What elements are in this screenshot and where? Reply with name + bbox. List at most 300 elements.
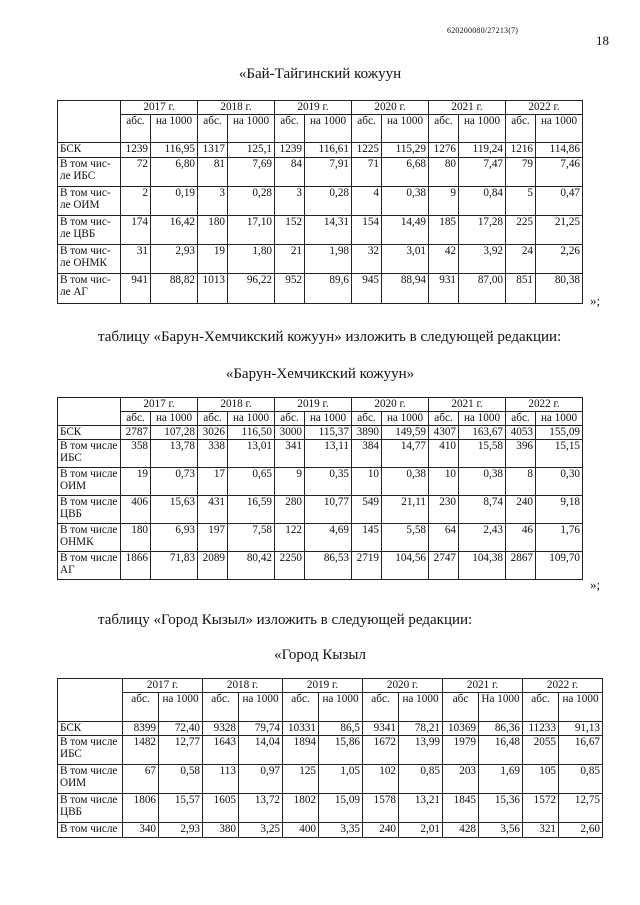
data-cell: 1866 — [121, 552, 151, 580]
data-cell: 16,42 — [151, 216, 198, 245]
data-cell: 384 — [352, 440, 382, 468]
data-cell: 2250 — [275, 552, 305, 580]
data-cell: 19 — [121, 468, 151, 496]
column-subheader: абс. — [352, 115, 382, 143]
data-cell: 13,01 — [228, 440, 275, 468]
data-cell: 410 — [429, 440, 459, 468]
data-cell: 0,38 — [382, 468, 429, 496]
data-cell: 102 — [363, 765, 399, 794]
subheader-row — [58, 412, 583, 426]
data-cell: 64 — [429, 524, 459, 552]
data-cell: 5,58 — [382, 524, 429, 552]
data-cell: 4053 — [506, 426, 536, 440]
data-cell: 2 — [121, 187, 151, 216]
year-header: 2018 г. — [198, 398, 275, 412]
data-cell: 12,75 — [559, 794, 603, 823]
row-label: БСК — [58, 143, 121, 158]
data-cell: 15,86 — [319, 736, 363, 765]
data-cell: 3890 — [352, 426, 382, 440]
data-cell: 116,50 — [228, 426, 275, 440]
data-cell: 86,36 — [479, 722, 523, 736]
data-cell: 5 — [506, 187, 536, 216]
column-subheader: на 1000 — [151, 412, 198, 426]
data-cell: 3,25 — [239, 823, 283, 838]
document-code: 620200080/27213(7) — [447, 26, 519, 35]
table-row — [58, 158, 583, 187]
data-cell: 0,58 — [159, 765, 203, 794]
column-subheader: на 1000 — [536, 115, 583, 143]
data-cell: 1013 — [198, 274, 228, 304]
data-cell: 185 — [429, 216, 459, 245]
corner-cell — [58, 679, 123, 722]
data-cell: 109,70 — [536, 552, 583, 580]
data-cell: 149,59 — [382, 426, 429, 440]
year-header: 2021 г. — [443, 679, 523, 693]
column-subheader: на 1000 — [459, 115, 506, 143]
page-number: 18 — [596, 33, 609, 48]
data-cell: 13,78 — [151, 440, 198, 468]
row-label: БСК — [58, 426, 121, 440]
data-cell: 15,15 — [536, 440, 583, 468]
data-cell: 4 — [352, 187, 382, 216]
data-cell: 8 — [506, 468, 536, 496]
table-row — [58, 552, 583, 580]
data-cell: 16,59 — [228, 496, 275, 524]
row-label: В том числе ЦВБ — [58, 496, 121, 524]
data-cell: 104,38 — [459, 552, 506, 580]
data-cell: 17,10 — [228, 216, 275, 245]
data-cell: 240 — [363, 823, 399, 838]
data-cell: 180 — [121, 524, 151, 552]
table-kyzyl — [57, 678, 603, 838]
data-cell: 21,25 — [536, 216, 583, 245]
row-label: В том числе ОИМ — [58, 765, 123, 794]
data-cell: 125 — [283, 765, 319, 794]
column-subheader: абс. — [275, 412, 305, 426]
data-cell: 17 — [198, 468, 228, 496]
data-cell: 2,26 — [536, 245, 583, 274]
year-header-row — [58, 101, 583, 115]
year-header: 2018 г. — [198, 101, 275, 115]
data-cell: 1643 — [203, 736, 239, 765]
data-cell: 113 — [203, 765, 239, 794]
column-subheader: на 1000 — [305, 412, 352, 426]
column-subheader: абс. — [123, 693, 159, 722]
data-cell: 32 — [352, 245, 382, 274]
data-cell: 14,31 — [305, 216, 352, 245]
data-cell: 4307 — [429, 426, 459, 440]
data-cell: 280 — [275, 496, 305, 524]
data-cell: 0,73 — [151, 468, 198, 496]
row-label: В том числе ОИМ — [58, 468, 121, 496]
data-cell: 10369 — [443, 722, 479, 736]
data-cell: 9 — [275, 468, 305, 496]
row-label: В том числе ИБС — [58, 736, 123, 765]
data-cell: 46 — [506, 524, 536, 552]
data-cell: 81 — [198, 158, 228, 187]
data-cell: 0,65 — [228, 468, 275, 496]
data-cell: 78,21 — [399, 722, 443, 736]
data-cell: 72 — [121, 158, 151, 187]
data-cell: 1317 — [198, 143, 228, 158]
data-cell: 1,76 — [536, 524, 583, 552]
row-label: В том чис-ле ЦВБ — [58, 216, 121, 245]
data-cell: 13,21 — [399, 794, 443, 823]
data-cell: 105 — [523, 765, 559, 794]
data-cell: 338 — [198, 440, 228, 468]
data-cell: 1845 — [443, 794, 479, 823]
data-cell: 72,40 — [159, 722, 203, 736]
data-cell: 0,38 — [459, 468, 506, 496]
column-subheader: абс. — [363, 693, 399, 722]
data-cell: 952 — [275, 274, 305, 304]
data-cell: 0,30 — [536, 468, 583, 496]
data-cell: 10,77 — [305, 496, 352, 524]
row-label: В том числе — [58, 823, 123, 838]
data-cell: 1216 — [506, 143, 536, 158]
section-title-bay-tayga: «Бай-Тайгинский кожуун — [238, 66, 402, 82]
data-cell: 1,80 — [228, 245, 275, 274]
data-cell: 1605 — [203, 794, 239, 823]
data-cell: 1806 — [123, 794, 159, 823]
data-cell: 114,86 — [536, 143, 583, 158]
data-cell: 107,28 — [151, 426, 198, 440]
data-cell: 851 — [506, 274, 536, 304]
data-cell: 9328 — [203, 722, 239, 736]
data-cell: 3,56 — [479, 823, 523, 838]
data-cell: 67 — [123, 765, 159, 794]
year-header: 2020 г. — [352, 398, 429, 412]
data-cell: 17,28 — [459, 216, 506, 245]
data-cell: 321 — [523, 823, 559, 838]
column-subheader: абс. — [275, 115, 305, 143]
data-cell: 96,22 — [228, 274, 275, 304]
data-cell: 1276 — [429, 143, 459, 158]
data-cell: 230 — [429, 496, 459, 524]
column-subheader: на 1000 — [399, 693, 443, 722]
data-cell: 1482 — [123, 736, 159, 765]
data-cell: 0,84 — [459, 187, 506, 216]
column-subheader: на 1000 — [305, 115, 352, 143]
column-subheader: на 1000 — [459, 412, 506, 426]
column-subheader: на 1000 — [382, 412, 429, 426]
row-label: БСК — [58, 722, 123, 736]
column-subheader: на 1000 — [151, 115, 198, 143]
year-header: 2021 г. — [429, 101, 506, 115]
data-cell: 428 — [443, 823, 479, 838]
year-header: 2022 г. — [506, 101, 583, 115]
data-cell: 6,68 — [382, 158, 429, 187]
data-cell: 24 — [506, 245, 536, 274]
year-header: 2019 г. — [275, 101, 352, 115]
data-cell: 7,91 — [305, 158, 352, 187]
data-cell: 549 — [352, 496, 382, 524]
data-cell: 86,5 — [319, 722, 363, 736]
column-subheader: на 1000 — [228, 115, 275, 143]
data-cell: 4,69 — [305, 524, 352, 552]
column-subheader: абс. — [121, 412, 151, 426]
data-cell: 13,11 — [305, 440, 352, 468]
data-cell: 88,94 — [382, 274, 429, 304]
data-cell: 13,99 — [399, 736, 443, 765]
column-subheader: абс. — [506, 115, 536, 143]
data-cell: 2,93 — [151, 245, 198, 274]
column-subheader: абс. — [429, 412, 459, 426]
data-cell: 152 — [275, 216, 305, 245]
data-cell: 0,35 — [305, 468, 352, 496]
data-cell: 380 — [203, 823, 239, 838]
data-cell: 116,95 — [151, 143, 198, 158]
data-cell: 197 — [198, 524, 228, 552]
data-cell: 1672 — [363, 736, 399, 765]
data-cell: 6,80 — [151, 158, 198, 187]
year-header: 2017 г. — [121, 398, 198, 412]
table-row — [58, 765, 603, 794]
section-title-barun-khemchik: «Барун-Хемчикский кожуун» — [225, 366, 415, 382]
data-cell: 115,29 — [382, 143, 429, 158]
data-cell: 0,97 — [239, 765, 283, 794]
row-label: В том числе ИБС — [58, 440, 121, 468]
data-cell: 14,77 — [382, 440, 429, 468]
data-cell: 1,05 — [319, 765, 363, 794]
table-row — [58, 216, 583, 245]
row-label: В том числе АГ — [58, 552, 121, 580]
data-cell: 1225 — [352, 143, 382, 158]
data-cell: 2055 — [523, 736, 559, 765]
data-cell: 163,67 — [459, 426, 506, 440]
data-cell: 931 — [429, 274, 459, 304]
data-cell: 400 — [283, 823, 319, 838]
data-cell: 0,19 — [151, 187, 198, 216]
data-cell: 2867 — [506, 552, 536, 580]
data-cell: 396 — [506, 440, 536, 468]
data-cell: 431 — [198, 496, 228, 524]
data-cell: 1239 — [275, 143, 305, 158]
data-cell: 91,13 — [559, 722, 603, 736]
row-label: В том числе ОНМК — [58, 524, 121, 552]
data-cell: 88,82 — [151, 274, 198, 304]
data-cell: 2787 — [121, 426, 151, 440]
data-cell: 155,09 — [536, 426, 583, 440]
data-cell: 1894 — [283, 736, 319, 765]
year-header: 2020 г. — [363, 679, 443, 693]
data-cell: 3000 — [275, 426, 305, 440]
data-cell: 14,49 — [382, 216, 429, 245]
table-row — [58, 426, 583, 440]
data-cell: 0,85 — [399, 765, 443, 794]
table-row — [58, 143, 583, 158]
data-cell: 125,1 — [228, 143, 275, 158]
data-cell: 0,38 — [382, 187, 429, 216]
column-subheader: абс. — [283, 693, 319, 722]
year-header: 2020 г. — [352, 101, 429, 115]
data-cell: 79 — [506, 158, 536, 187]
data-cell: 7,46 — [536, 158, 583, 187]
data-cell: 119,24 — [459, 143, 506, 158]
data-cell: 225 — [506, 216, 536, 245]
data-cell: 7,47 — [459, 158, 506, 187]
data-cell: 154 — [352, 216, 382, 245]
data-cell: 21,11 — [382, 496, 429, 524]
table-bay-tayga — [57, 100, 583, 304]
data-cell: 358 — [121, 440, 151, 468]
year-header: 2022 г. — [523, 679, 603, 693]
column-subheader: на 1000 — [559, 693, 603, 722]
column-subheader: абс. — [121, 115, 151, 143]
data-cell: 71 — [352, 158, 382, 187]
data-cell: 3 — [275, 187, 305, 216]
data-cell: 180 — [198, 216, 228, 245]
column-subheader: На 1000 — [479, 693, 523, 722]
column-subheader: абс. — [198, 412, 228, 426]
data-cell: 6,93 — [151, 524, 198, 552]
column-subheader: абс. — [352, 412, 382, 426]
data-cell: 145 — [352, 524, 382, 552]
row-label: В том числе ЦВБ — [58, 794, 123, 823]
table-barun-khemchik — [57, 397, 583, 580]
data-cell: 15,57 — [159, 794, 203, 823]
table-row — [58, 274, 583, 304]
year-header: 2021 г. — [429, 398, 506, 412]
data-cell: 340 — [123, 823, 159, 838]
data-cell: 1,98 — [305, 245, 352, 274]
data-cell: 2719 — [352, 552, 382, 580]
data-cell: 406 — [121, 496, 151, 524]
data-cell: 11233 — [523, 722, 559, 736]
column-subheader: абс. — [506, 412, 536, 426]
data-cell: 3,92 — [459, 245, 506, 274]
data-cell: 203 — [443, 765, 479, 794]
data-cell: 15,58 — [459, 440, 506, 468]
table-row — [58, 245, 583, 274]
year-header: 2017 г. — [123, 679, 203, 693]
data-cell: 2,60 — [559, 823, 603, 838]
data-cell: 1802 — [283, 794, 319, 823]
row-label: В том чис-ле ИБС — [58, 158, 121, 187]
data-cell: 2,93 — [159, 823, 203, 838]
row-label: В том чис-ле ОИМ — [58, 187, 121, 216]
data-cell: 9,18 — [536, 496, 583, 524]
data-cell: 8,74 — [459, 496, 506, 524]
instruction-paragraph: таблицу «Город Кызыл» изложить в следующей редакции: — [98, 612, 473, 628]
data-cell: 19 — [198, 245, 228, 274]
data-cell: 12,77 — [159, 736, 203, 765]
data-cell: 14,04 — [239, 736, 283, 765]
row-label: В том чис-ле АГ — [58, 274, 121, 304]
data-cell: 116,61 — [305, 143, 352, 158]
data-cell: 2747 — [429, 552, 459, 580]
data-cell: 0,47 — [536, 187, 583, 216]
data-cell: 240 — [506, 496, 536, 524]
column-subheader: абс. — [523, 693, 559, 722]
data-cell: 0,28 — [228, 187, 275, 216]
data-cell: 122 — [275, 524, 305, 552]
data-cell: 3,35 — [319, 823, 363, 838]
table-row — [58, 794, 603, 823]
data-cell: 31 — [121, 245, 151, 274]
year-header: 2019 г. — [283, 679, 363, 693]
section-title-kyzyl: «Город Кызыл — [274, 647, 366, 663]
corner-cell — [58, 101, 121, 143]
data-cell: 2,43 — [459, 524, 506, 552]
table-row — [58, 524, 583, 552]
year-header: 2017 г. — [121, 101, 198, 115]
column-subheader: абс — [443, 693, 479, 722]
column-subheader: на 1000 — [536, 412, 583, 426]
data-cell: 79,74 — [239, 722, 283, 736]
data-cell: 104,56 — [382, 552, 429, 580]
data-cell: 10 — [352, 468, 382, 496]
data-cell: 15,63 — [151, 496, 198, 524]
data-cell: 3 — [198, 187, 228, 216]
table-row — [58, 823, 603, 838]
data-cell: 1979 — [443, 736, 479, 765]
instruction-paragraph: таблицу «Барун-Хемчикский кожуун» изложить в следующей редакции: — [98, 329, 562, 345]
data-cell: 3026 — [198, 426, 228, 440]
table-row — [58, 187, 583, 216]
year-header-row — [58, 398, 583, 412]
data-cell: 9 — [429, 187, 459, 216]
data-cell: 1572 — [523, 794, 559, 823]
data-cell: 10331 — [283, 722, 319, 736]
data-cell: 9341 — [363, 722, 399, 736]
data-cell: 1,69 — [479, 765, 523, 794]
corner-cell — [58, 398, 121, 426]
data-cell: 2089 — [198, 552, 228, 580]
data-cell: 1578 — [363, 794, 399, 823]
column-subheader: абс. — [198, 115, 228, 143]
column-subheader: на 1000 — [319, 693, 363, 722]
data-cell: 21 — [275, 245, 305, 274]
column-subheader: на 1000 — [228, 412, 275, 426]
table-closing-quote: »; — [590, 293, 601, 308]
data-cell: 42 — [429, 245, 459, 274]
data-cell: 945 — [352, 274, 382, 304]
table-row — [58, 736, 603, 765]
data-cell: 84 — [275, 158, 305, 187]
table-row — [58, 496, 583, 524]
data-cell: 7,58 — [228, 524, 275, 552]
data-cell: 13,72 — [239, 794, 283, 823]
table-row — [58, 722, 603, 736]
data-cell: 0,85 — [559, 765, 603, 794]
row-label: В том чис-ле ОНМК — [58, 245, 121, 274]
data-cell: 16,48 — [479, 736, 523, 765]
data-cell: 341 — [275, 440, 305, 468]
data-cell: 16,67 — [559, 736, 603, 765]
data-cell: 80,38 — [536, 274, 583, 304]
data-cell: 89,6 — [305, 274, 352, 304]
year-header: 2019 г. — [275, 398, 352, 412]
column-subheader: на 1000 — [382, 115, 429, 143]
data-cell: 71,83 — [151, 552, 198, 580]
year-header: 2022 г. — [506, 398, 583, 412]
data-cell: 174 — [121, 216, 151, 245]
column-subheader: на 1000 — [239, 693, 283, 722]
data-cell: 15,09 — [319, 794, 363, 823]
data-cell: 8399 — [123, 722, 159, 736]
data-cell: 115,37 — [305, 426, 352, 440]
table-row — [58, 440, 583, 468]
data-cell: 87,00 — [459, 274, 506, 304]
data-cell: 7,69 — [228, 158, 275, 187]
table-closing-quote: »; — [590, 577, 601, 592]
column-subheader: абс. — [203, 693, 239, 722]
data-cell: 3,01 — [382, 245, 429, 274]
data-cell: 1239 — [121, 143, 151, 158]
data-cell: 80,42 — [228, 552, 275, 580]
column-subheader: абс. — [429, 115, 459, 143]
